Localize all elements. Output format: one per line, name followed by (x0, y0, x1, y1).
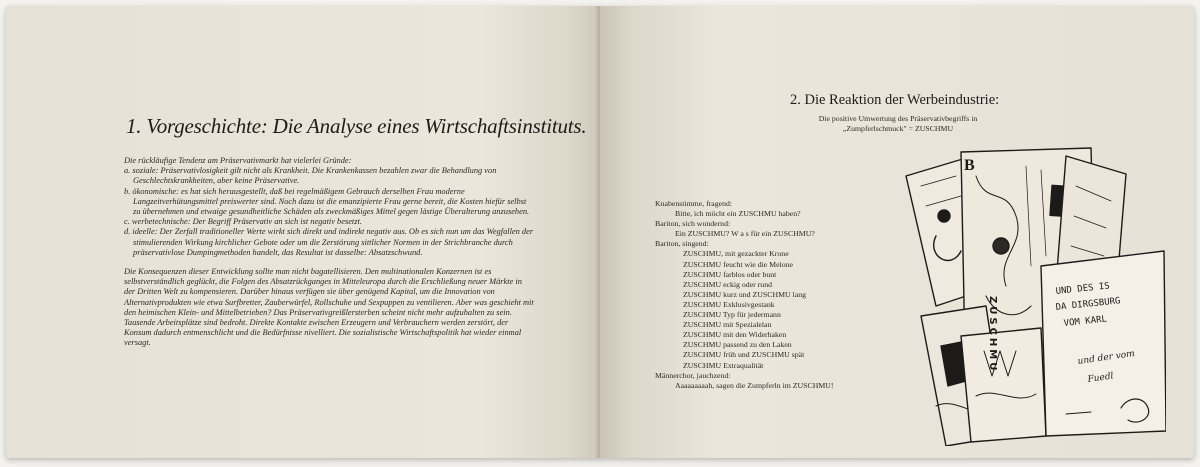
dialog-line: ZUSCHMU passend zu den Laken (683, 340, 792, 350)
list-item: a. soziale: Präservativlosigkeit gilt nicht als Krankheit. Die Krankenkassen bezahlen zwar die Behandlung von Geschlechtskrankheiten, aber keine Präservative. (124, 166, 497, 186)
drawing-vertical-text: ZUSCHMU (987, 296, 998, 374)
dialog-line: ZUSCHMU mit Spezialelan (683, 320, 772, 330)
dialog-line: ZUSCHMU feucht wie die Melone (683, 259, 794, 269)
left-page (6, 6, 600, 458)
handwriting-line: UND DES IS (1055, 281, 1111, 297)
dialog-line: ZUSCHMU, mit gezackter Krone (683, 249, 789, 259)
reasons-list (124, 166, 534, 258)
left-page-body (124, 156, 534, 349)
dialog-line: Aaaaaaaaah, sagen die Zumpferln im ZUSCHMU! (675, 380, 834, 390)
intro-text: Die rückläufige Tendenz am Präservativmarkt hat vielerlei Gründe: (124, 156, 352, 165)
dialog-line: ZUSCHMU Typ für jedermann (683, 310, 781, 320)
list-item: b. ökonomische: es hat sich herausgestellt, daß bei regelmäßigem Gebrauch derselben Frau moderne Langzeitverhütungsmittel preiswerter sind. Noch dazu ist die emanzipierte Frau gerne bereit, die Kosten hiefür selbst zu übernehmen und etwaige gesundheitliche Schäden als zweckmäßiges Mittel gegen lästige Überalterung anzusehen. (124, 186, 530, 217)
dialog-line: Männerchor, jauchzend: (655, 370, 731, 380)
dialog-line: Bariton, sich wundernd: (655, 219, 731, 229)
dialog-line: Bitte, ich möcht ein ZUSCHMU haben? (675, 209, 801, 219)
dialog-line: ZUSCHMU früh und ZUSCHMU spät (683, 350, 805, 360)
dialog-line: ZUSCHMU eckig oder rund (683, 279, 773, 289)
right-page-title: 2. Die Reaktion der Werbeindustrie: (790, 92, 1000, 108)
dialog-line: Bariton, singend: (655, 239, 709, 249)
dialog-line: ZUSCHMU Exklusivgestank (683, 299, 775, 309)
list-item: c. werbetechnische: Der Begriff Präservativ an sich ist negativ besetzt. (124, 217, 362, 227)
handwriting-line: DA DIRGSBURG (1055, 296, 1121, 313)
dialog-line: ZUSCHMU Extraqualität (683, 360, 764, 370)
ink-drawing-illustration (866, 146, 1166, 446)
handwriting-line: Fuedl (1087, 371, 1115, 385)
dialog-line: Knabenstimme, fragend: (655, 199, 733, 208)
dialog-line: ZUSCHMU kurz und ZUSCHMU lang (683, 289, 807, 299)
handwriting-line: und der vom (1077, 349, 1136, 367)
list-item: d. ideelle: Der Zerfall traditioneller Werte wirkt sich direkt und indirekt negativ aus. Ob es sich nun um das Wegfallen der stimulierenden Wirkung kirchlicher Gebote oder um die Zerstörung sittlicher Normen in der Strichbranche durch präservativlose Dumpingmethoden handelt, das Resultat ist dasselbe: Absatzschwund. (124, 227, 534, 257)
open-booklet (6, 6, 1194, 458)
consequences-paragraph: Die Konsequenzen dieser Entwicklung sollte man nicht bagatellisieren. Den multinationalen Konzernen ist es selbstverständlich geglückt, die Folgen des Absatzrückganges in Mitteleuropa durch die Erschließung neuer Märkte in der Dritten Welt zu kompensieren. Darüber hinaus verfügen sie über genügend Kapital, um die Innovation von Alternativprodukten wie etwa Surfbretter, Zauberwürfel, Rollschuhe und Sexpuppen zu ventilieren. Aber was geschieht mit den heimischen Klein- und Mittelbetrieben? Das Präservativgreißlersterben scheint nicht mehr aufzuhalten zu sein. Tausende Arbeitsplätze sind bedroht. Direkte Kontakte zwischen Erzeugern und Verbrauchern werden zerstört, der Konsum dadurch entmenschlicht und die Bedürfnisse nivelliert. Die sozialistische Wirtschaftspolitik hat wieder einmal versagt. (124, 267, 534, 348)
dialog-line: ZUSCHMU mit den Widerhaken (683, 330, 787, 340)
dialog-line: ZUSCHMU farblos oder bunt (683, 269, 777, 279)
left-page-title: 1. Vorgeschichte: Die Analyse eines Wirtschaftsinstituts. (126, 114, 587, 138)
handwriting-line: VOM KARL (1063, 314, 1108, 329)
drawing-letter: B (964, 157, 975, 174)
dialog-line: Ein ZUSCHMU? W a s für ein ZUSCHMU? (675, 229, 815, 239)
right-page-subtitle: Die positive Umwertung des Präservativbegriffs in „Zumpferlschmuck" = ZUSCHMU (818, 114, 978, 133)
